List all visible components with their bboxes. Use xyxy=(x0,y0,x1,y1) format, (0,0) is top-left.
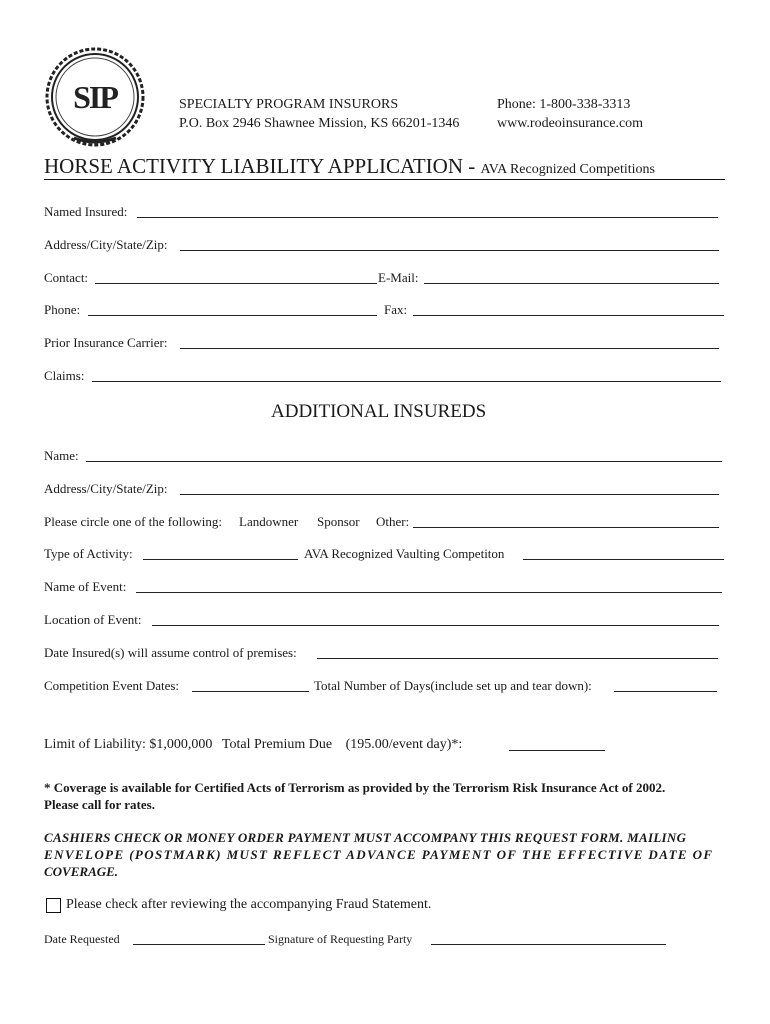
fax-field[interactable] xyxy=(413,302,724,316)
premium-rate: (195.00/event day)*: xyxy=(345,737,463,752)
company-website[interactable]: www.rodeoinsurance.com xyxy=(497,116,644,131)
event-location-label: Location of Event: xyxy=(44,612,142,627)
claims-label: Claims: xyxy=(44,368,85,383)
payment-note-line3: COVERAGE. xyxy=(44,864,119,879)
limit-text: Limit of Liability: $1,000,000 xyxy=(44,737,213,752)
phone-field[interactable] xyxy=(88,302,377,316)
form-title-main: HORSE ACTIVITY LIABILITY APPLICATION - xyxy=(44,154,476,178)
total-days-label: Total Number of Days(include set up and tear down): xyxy=(314,678,592,693)
event-location-field[interactable] xyxy=(152,612,719,626)
additional-insureds-heading: ADDITIONAL INSUREDS xyxy=(271,401,487,422)
total-days-field[interactable] xyxy=(614,678,717,692)
event-dates-label: Competition Event Dates: xyxy=(44,678,180,693)
option-landowner[interactable]: Landowner xyxy=(239,514,299,529)
ai-address-field[interactable] xyxy=(180,481,719,495)
prior-carrier-label: Prior Insurance Carrier: xyxy=(44,335,168,350)
logo-text: SIP xyxy=(73,79,117,115)
type-activity-label: Type of Activity: xyxy=(44,546,133,561)
premium-field[interactable] xyxy=(509,737,605,751)
form-subtitle: AVA Recognized Competitions xyxy=(480,162,655,177)
terrorism-note-line2: Please call for rates. xyxy=(44,797,155,812)
company-name: SPECIALTY PROGRAM INSURORS xyxy=(179,97,399,112)
type-activity-field[interactable] xyxy=(143,546,298,560)
address-field[interactable] xyxy=(180,237,719,251)
date-requested-field[interactable] xyxy=(133,932,265,945)
date-requested-label: Date Requested xyxy=(44,932,120,946)
type-activity-value: AVA Recognized Vaulting Competiton xyxy=(304,546,505,561)
email-label: E-Mail: xyxy=(378,270,419,285)
company-address: P.O. Box 2946 Shawnee Mission, KS 66201-1346 xyxy=(179,116,460,131)
named-insured-field[interactable] xyxy=(137,204,718,218)
circle-prompt: Please circle one of the following: xyxy=(44,514,222,529)
event-name-field[interactable] xyxy=(136,579,722,593)
ai-address-label: Address/City/State/Zip: xyxy=(44,481,168,496)
contact-label: Contact: xyxy=(44,270,89,285)
prior-carrier-field[interactable] xyxy=(180,335,719,349)
payment-note-line2: ENVELOPE (POSTMARK) MUST REFLECT ADVANCE PAYMENT OF THE EFFECTIVE DATE OF xyxy=(44,847,714,862)
fax-label: Fax: xyxy=(384,302,408,317)
form-title xyxy=(44,154,655,179)
option-sponsor[interactable]: Sponsor xyxy=(317,514,360,529)
fraud-check-label: Please check after reviewing the accompanying Fraud Statement. xyxy=(66,897,432,912)
contact-field[interactable] xyxy=(95,270,377,284)
address-label: Address/City/State/Zip: xyxy=(44,237,168,252)
company-logo xyxy=(44,46,146,148)
email-field[interactable] xyxy=(424,270,719,284)
fraud-statement-checkbox[interactable] xyxy=(46,898,61,913)
company-phone: Phone: 1-800-338-3313 xyxy=(497,97,631,112)
phone-label: Phone: xyxy=(44,302,81,317)
control-date-label: Date Insured(s) will assume control of premises: xyxy=(44,645,297,660)
ai-name-field[interactable] xyxy=(86,448,722,462)
signature-label: Signature of Requesting Party xyxy=(268,932,413,946)
event-dates-field[interactable] xyxy=(192,678,309,692)
type-activity-extra-field[interactable] xyxy=(523,546,724,560)
control-date-field[interactable] xyxy=(317,645,718,659)
signature-field[interactable] xyxy=(431,932,666,945)
limit-of-liability xyxy=(44,737,462,753)
option-other[interactable]: Other: xyxy=(376,514,410,529)
terrorism-note-line1: * Coverage is available for Certified Acts of Terrorism as provided by the Terrorism Risk Insurance Act of 2002. xyxy=(44,780,666,795)
ai-name-label: Name: xyxy=(44,448,79,463)
named-insured-label: Named Insured: xyxy=(44,204,128,219)
payment-note-line1: CASHIERS CHECK OR MONEY ORDER PAYMENT MUST ACCOMPANY THIS REQUEST FORM. MAILING xyxy=(44,830,687,845)
other-field[interactable] xyxy=(413,514,719,528)
event-name-label: Name of Event: xyxy=(44,579,127,594)
title-rule xyxy=(44,179,725,180)
premium-label: Total Premium Due xyxy=(221,737,333,752)
claims-field[interactable] xyxy=(92,368,721,382)
